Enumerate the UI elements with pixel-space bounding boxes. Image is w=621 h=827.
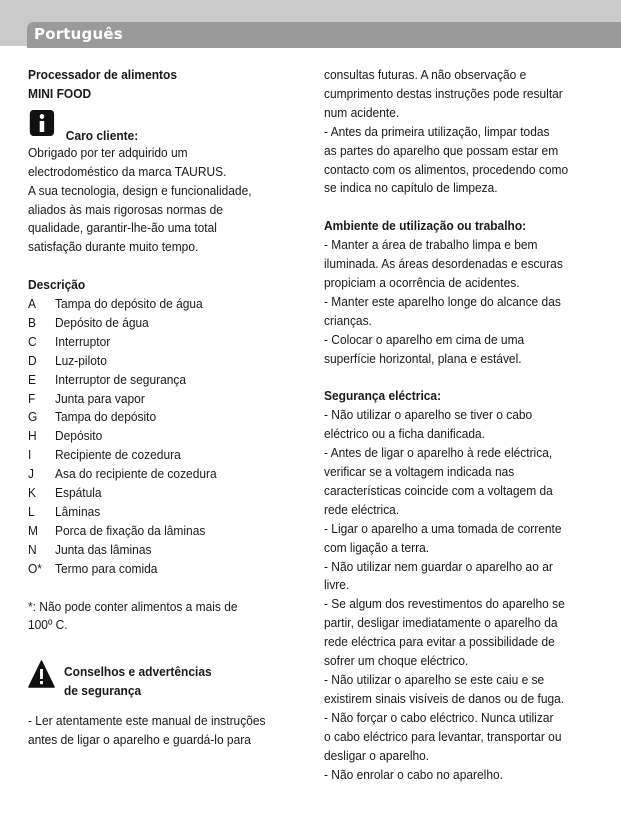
safety-line: antes de ligar o aparelho e guardá-lo para — [28, 732, 251, 748]
warning-icon — [28, 660, 55, 688]
intro-line: Obrigado por ter adquirido um — [28, 144, 188, 160]
footnote-line: *: Não pode conter alimentos a mais de — [28, 598, 238, 614]
environment-title: Ambiente de utilização ou trabalho: — [324, 218, 527, 234]
safety-warning-header — [28, 654, 291, 700]
text-line: crianças. — [324, 312, 372, 328]
text-line: - Não enrolar o cabo no aparelho. — [324, 766, 503, 782]
part-label: Espátula — [55, 485, 102, 501]
list-item — [28, 484, 291, 503]
text-line: - Se algum dos revestimentos do aparelho se — [324, 596, 565, 612]
text-line: superfície horizontal, plana e estável. — [324, 350, 522, 366]
warning-title-line: Conselhos e advertências — [64, 664, 212, 680]
list-item — [28, 371, 291, 390]
customer-notice — [28, 104, 291, 144]
text-line: se indica no capítulo de limpeza. — [324, 180, 498, 196]
intro-line: aliados às mais rigorosas normas de — [28, 201, 223, 217]
product-type: Processador de alimentos — [28, 67, 177, 82]
notice-title: Caro cliente: — [65, 127, 139, 143]
list-item — [28, 446, 291, 465]
text-line: num acidente. — [324, 104, 400, 120]
text-line: existirem sinais visíveis de danos ou de fuga. — [324, 690, 565, 706]
text-line: verificar se a voltagem indicada nas — [324, 464, 515, 479]
part-label: Tampa do depósito de água — [55, 296, 203, 312]
text-line: iluminada. As áreas desordenadas e escuras — [324, 256, 563, 272]
list-item — [28, 427, 291, 446]
text-line: consultas futuras. A não observação e — [324, 67, 527, 82]
part-letter: F — [28, 390, 36, 406]
part-label: Junta das lâminas — [55, 541, 152, 557]
list-item — [28, 465, 291, 484]
text-line: o cabo eléctrico para levantar, transportar ou — [324, 728, 562, 744]
text-line: características coincide com a voltagem da — [324, 482, 553, 498]
text-line: eléctrico ou a ficha danificada. — [324, 426, 486, 442]
part-letter: C — [28, 333, 37, 349]
text-line: desligar o aparelho. — [324, 747, 430, 763]
part-letter: L — [28, 504, 35, 520]
intro-line: electrodoméstico da marca TAURUS. — [28, 163, 227, 179]
intro-line: satisfação durante muito tempo. — [28, 239, 199, 255]
text-line: - Não forçar o cabo eléctrico. Nunca utilizar — [324, 709, 554, 725]
part-label: Depósito de água — [55, 314, 149, 330]
list-item — [28, 522, 291, 541]
part-label: Porca de fixação da lâminas — [55, 522, 206, 538]
intro-line: A sua tecnologia, design e funcionalidade, — [28, 182, 252, 198]
warning-title-line: de segurança — [64, 683, 142, 699]
part-letter: G — [28, 409, 38, 425]
intro-line: qualidade, garantir-lhe-ão uma total — [28, 220, 217, 236]
text-line: propiciam a ocorrência de acidentes. — [324, 274, 520, 290]
intro-text — [28, 144, 291, 257]
safety-line: - Ler atentamente este manual de instruções — [28, 713, 266, 729]
list-item — [28, 560, 291, 579]
text-line: livre. — [324, 577, 350, 593]
list-item — [28, 503, 291, 522]
text-line: - Colocar o aparelho em cima de uma — [324, 331, 525, 347]
part-letter: N — [28, 541, 37, 557]
part-label: Lâminas — [55, 504, 101, 520]
part-label: Junta para vapor — [55, 390, 145, 406]
text-line: com ligação a terra. — [324, 539, 430, 555]
part-letter: J — [28, 466, 34, 482]
right-column — [324, 66, 590, 784]
info-icon — [30, 110, 54, 136]
text-line: rede eléctrica. — [324, 501, 400, 517]
part-label: Tampa do depósito — [55, 409, 157, 425]
electrical-title: Segurança eléctrica: — [324, 388, 442, 404]
continuation-text — [324, 66, 590, 198]
part-letter: O* — [28, 560, 42, 576]
electrical-text — [324, 406, 590, 784]
text-line: - Manter este aparelho longe do alcance das — [324, 293, 561, 309]
part-label: Interruptor de segurança — [55, 371, 187, 387]
part-letter: E — [28, 371, 36, 387]
product-name: MINI FOOD — [28, 85, 92, 101]
list-item — [28, 541, 291, 560]
language-label: Português — [34, 25, 123, 43]
text-line: - Manter a área de trabalho limpa e bem — [324, 237, 538, 253]
description-title: Descrição — [28, 277, 86, 293]
list-item — [28, 314, 291, 333]
list-item — [28, 352, 291, 371]
footnote-line: 100º C. — [28, 617, 68, 633]
text-line: - Não utilizar nem guardar o aparelho ao ar — [324, 558, 553, 574]
part-label: Depósito — [55, 428, 103, 444]
part-letter: D — [28, 352, 37, 368]
list-item — [28, 408, 291, 427]
footnote — [28, 598, 291, 636]
part-letter: K — [28, 485, 36, 501]
environment-text — [324, 236, 590, 368]
text-line: rede eléctrica para evitar a possibilidade de — [324, 634, 555, 650]
text-line: - Não utilizar o aparelho se tiver o cabo — [324, 407, 533, 423]
text-line: - Não utilizar o aparelho se este caiu e se — [324, 671, 545, 687]
part-label: Interruptor — [55, 333, 111, 349]
part-letter: A — [28, 296, 36, 312]
text-line: sofrer um choque eléctrico. — [324, 653, 469, 669]
part-label: Asa do recipiente de cozedura — [55, 466, 217, 482]
list-item — [28, 390, 291, 409]
text-line: partir, desligar imediatamente o aparelho da — [324, 615, 558, 631]
part-letter: H — [28, 428, 37, 444]
left-column — [28, 66, 291, 750]
text-line: contacto com os alimentos, procedendo como — [324, 161, 569, 177]
part-letter: B — [28, 314, 36, 330]
text-line: as partes do aparelho que possam estar em — [324, 142, 559, 158]
parts-list — [28, 295, 291, 579]
list-item — [28, 295, 291, 314]
part-letter: I — [28, 447, 32, 463]
text-line: cumprimento destas instruções pode resultar — [324, 85, 563, 101]
part-letter: M — [28, 522, 38, 538]
text-line: - Antes da primeira utilização, limpar todas — [324, 123, 550, 139]
safety-intro — [28, 712, 291, 750]
text-line: - Ligar o aparelho a uma tomada de corrente — [324, 520, 562, 536]
part-label: Termo para comida — [55, 560, 158, 576]
warning-title — [64, 662, 212, 700]
part-label: Recipiente de cozedura — [55, 447, 181, 463]
list-item — [28, 333, 291, 352]
text-line: - Antes de ligar o aparelho à rede eléctrica, — [324, 445, 553, 461]
part-label: Luz-piloto — [55, 352, 107, 368]
